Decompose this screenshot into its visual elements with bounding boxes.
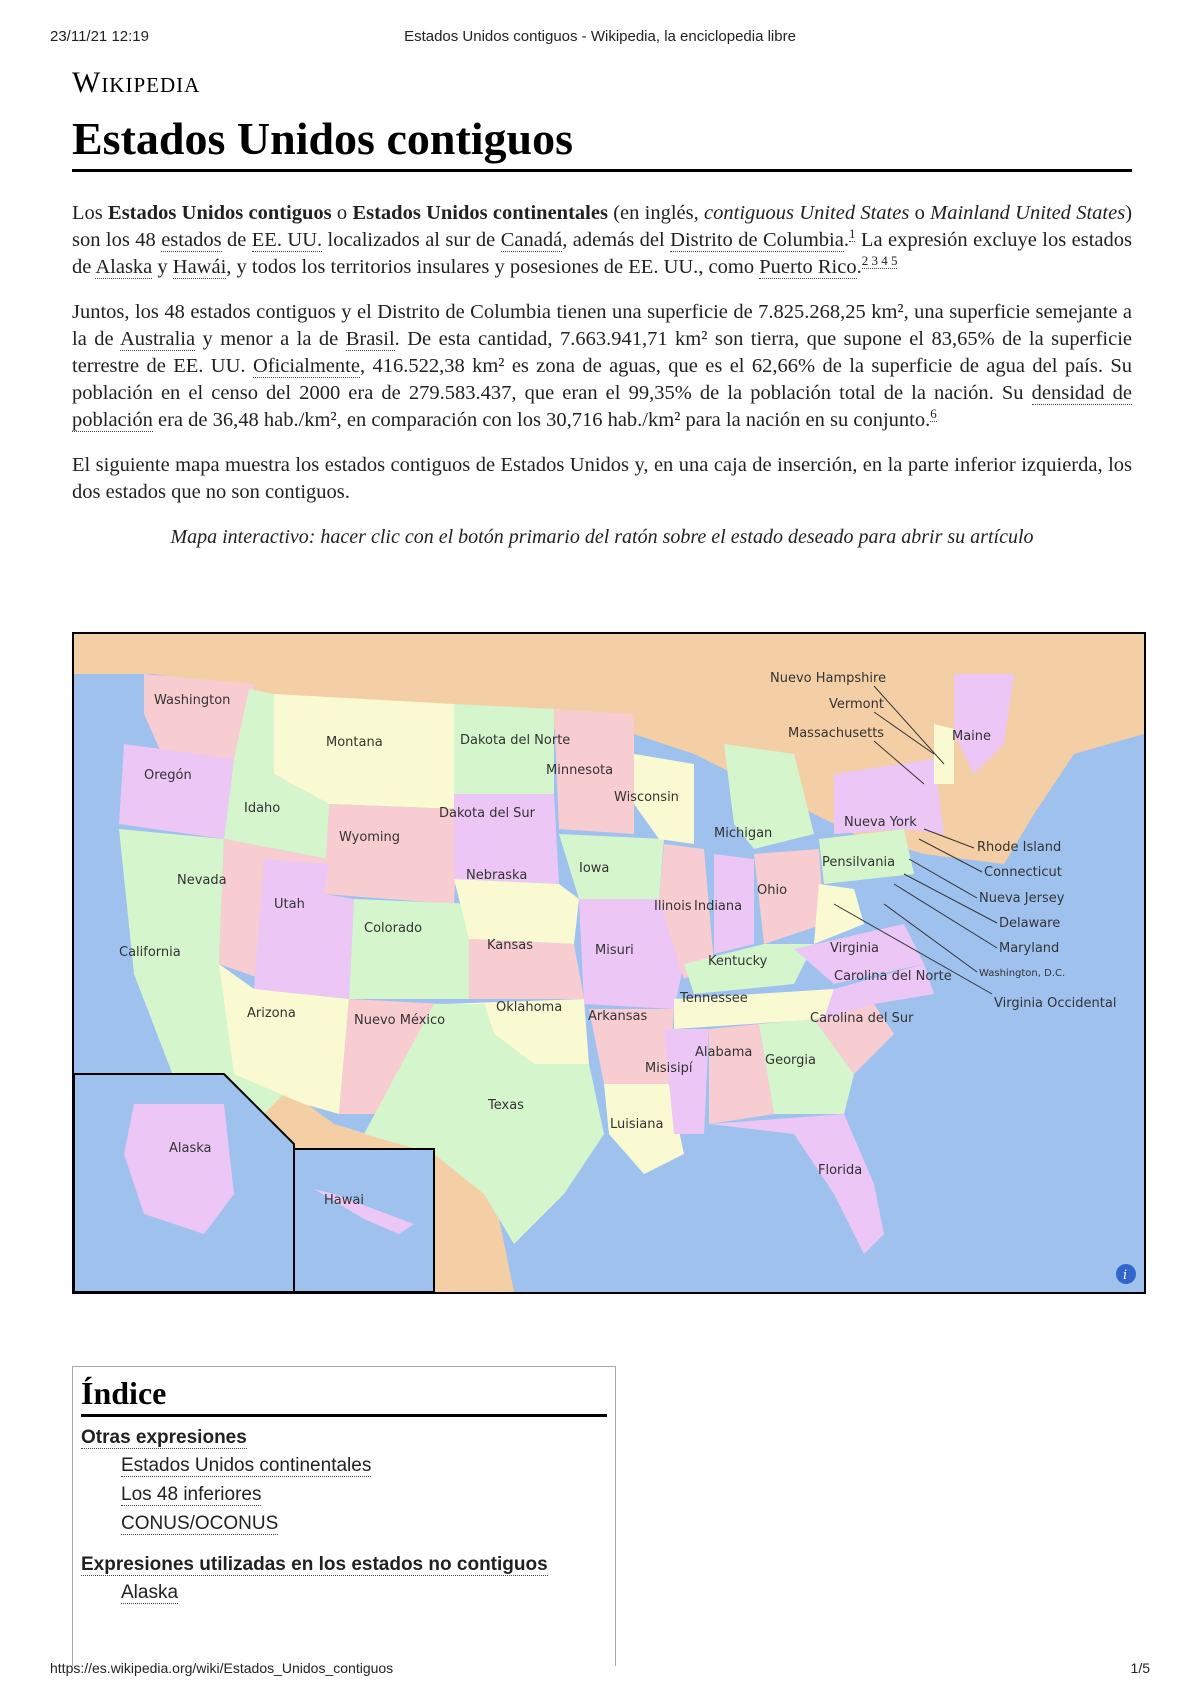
link-puerto-rico[interactable]: Puerto Rico [759,256,857,278]
toc-sub-2-1[interactable]: Alaska [121,1582,179,1603]
wikipedia-logo[interactable] [72,66,200,100]
hawaii-inset [294,1149,434,1292]
label-florida[interactable]: Florida [818,1163,863,1178]
label-luisiana[interactable]: Luisiana [610,1117,664,1132]
map-caption: Mapa interactivo: hacer clic con el botón primario del ratón sobre el estado deseado para abrir su artículo [170,526,1034,548]
label-wisconsin[interactable]: Wisconsin [614,790,679,805]
label-maryland[interactable]: Maryland [999,941,1060,956]
label-utah[interactable]: Utah [274,897,305,912]
label-alabama[interactable]: Alabama [695,1045,753,1060]
label-iowa[interactable]: Iowa [579,861,610,876]
label-carolina-del-norte[interactable]: Carolina del Norte [834,969,952,984]
toc-sub-1-1[interactable]: Estados Unidos continentales [121,1455,372,1476]
print-url: https://es.wikipedia.org/wiki/Estados_Unidos_contiguos [50,1660,394,1676]
label-virginia-occidental[interactable]: Virginia Occidental [994,996,1117,1011]
state-oregon[interactable] [119,744,234,839]
article-body [72,200,1132,551]
print-date: 23/11/21 12:19 [50,28,149,45]
label-minnesota[interactable]: Minnesota [546,763,614,778]
label-indiana[interactable]: Indiana [694,899,743,914]
label-ilinois[interactable]: Ilinois [654,899,692,914]
info-glyph: i [1123,1268,1128,1283]
label-connecticut[interactable]: Connecticut [984,865,1062,880]
label-nuevo-hampshire[interactable]: Nuevo Hampshire [770,671,887,686]
print-title: Estados Unidos contiguos - Wikipedia, la enciclopedia libre [404,28,796,45]
label-nueva-york[interactable]: Nueva York [844,815,917,830]
link-australia[interactable]: Australia [119,328,196,350]
label-maine[interactable]: Maine [952,729,992,744]
label-oregon[interactable]: Oregón [144,768,192,783]
state-nebraska[interactable] [454,879,579,944]
ref-2-5[interactable]: 2 3 4 5 [861,253,898,269]
state-colorado[interactable] [349,899,474,999]
link-oficialmente[interactable]: Oficialmente [252,355,360,377]
label-kentucky[interactable]: Kentucky [708,954,768,969]
label-nevada[interactable]: Nevada [177,873,227,888]
label-hawai[interactable]: Hawai [324,1193,364,1208]
label-dakota-del-norte[interactable]: Dakota del Norte [460,733,571,748]
label-pensilvania[interactable]: Pensilvania [822,855,896,870]
state-vermont-nh[interactable] [934,724,954,784]
label-arkansas[interactable]: Arkansas [588,1009,648,1024]
bold-term: Estados Unidos contiguos [108,202,332,224]
paragraph-superficie: Juntos, los 48 estados contiguos y el Distrito de Columbia tienen una superficie de 7.825.268,25 km², una superficie semejante a la de Australia y menor a la de Brasil. De esta cantidad, 7.663.941,71 km² son tierra, que supone el 83,65% de la superficie terrestre de EE. UU. Oficialmente, 416.522,38 km² es zona de aguas, que es el 62,66% de la superficie de agua del país. Su población en el censo del 2000 era de 279.583.437, que eran el 99,35% de la población total de la nación. Su densidad de población era de 36,48 hab./km², en comparación con los 30,716 hab./km² para la nación en su conjunto.$^6$ [72,301,1132,431]
label-nebraska[interactable]: Nebraska [466,868,528,883]
label-kansas[interactable]: Kansas [487,938,534,953]
label-washington[interactable]: Washington [154,693,231,708]
paragraph-intro: Los Estados Unidos contiguos o Estados Unidos continentales (en inglés, contiguous United States o Mainland United States) son los 48 estados de EE. UU. localizados al sur de Canadá, además del Distrito de Columbia.$^1$ La expresión excluye los estados de Alaska y Hawái, y todos los territorios insulares y posesiones de EE. UU., como Puerto Rico.$^{2 3 4 5}$ [72,202,1133,278]
print-page-number: 1/5 [1130,1660,1150,1676]
label-arizona[interactable]: Arizona [247,1006,296,1021]
label-delaware[interactable]: Delaware [999,916,1061,931]
link-distrito-columbia[interactable]: Distrito de Columbia [670,229,844,251]
label-massachusetts[interactable]: Massachusetts [788,726,885,741]
label-california[interactable]: California [119,945,181,960]
label-alaska[interactable]: Alaska [169,1141,212,1156]
link-densidad[interactable]: densidad de población [72,382,1132,431]
label-dakota-del-sur[interactable]: Dakota del Sur [439,806,536,821]
label-colorado[interactable]: Colorado [364,921,423,936]
label-misisipi[interactable]: Misisipí [645,1061,693,1076]
link-hawai[interactable]: Hawái [172,256,227,278]
link-brasil[interactable]: Brasil [345,328,395,350]
state-dakota-del-norte[interactable] [454,704,554,794]
label-ohio[interactable]: Ohio [757,883,788,898]
toc-sub-1-3[interactable]: CONUS/OCONUS [121,1513,279,1534]
toc-title: Índice [81,1375,607,1417]
label-tennessee[interactable]: Tennessee [680,991,748,1006]
label-nuevo-mexico[interactable]: Nuevo México [354,1013,446,1028]
bold-term: Estados Unidos continentales [352,202,608,224]
label-virginia[interactable]: Virginia [830,941,880,956]
table-of-contents [72,1366,616,1666]
label-georgia[interactable]: Georgia [765,1053,816,1068]
paragraph-mapa: El siguiente mapa muestra los estados contiguos de Estados Unidos y, en una caja de inserción, en la parte inferior izquierda, los dos estados que no son contiguos. [72,454,1132,503]
label-carolina-del-sur[interactable]: Carolina del Sur [810,1011,914,1026]
us-map-svg[interactable] [74,634,1144,1292]
label-rhode-island[interactable]: Rhode Island [977,840,1062,855]
toc-section-2[interactable]: Expresiones utilizadas en los estados no contiguos [81,1554,548,1575]
us-map[interactable] [72,632,1146,1294]
ref-1[interactable]: 1 [848,226,856,242]
toc-sub-1-2[interactable]: Los 48 inferiores [121,1484,262,1505]
label-nueva-jersey[interactable]: Nueva Jersey [979,891,1065,906]
label-michigan[interactable]: Michigan [714,826,773,841]
label-vermont[interactable]: Vermont [829,697,884,712]
link-canada[interactable]: Canadá [500,229,563,251]
toc-section-1[interactable]: Otras expresiones [81,1427,247,1448]
logo-text: Wikipedia [72,66,201,99]
state-florida[interactable] [709,1114,884,1254]
state-iowa[interactable] [559,834,664,899]
label-washington-dc[interactable]: Washington, D.C. [979,968,1066,979]
label-oklahoma[interactable]: Oklahoma [496,1000,563,1015]
label-idaho[interactable]: Idaho [244,801,281,816]
ref-6[interactable]: 6 [930,406,937,422]
label-misuri[interactable]: Misuri [595,943,634,958]
link-eeuu[interactable]: EE. UU. [251,229,323,251]
link-estados[interactable]: estados [161,229,222,251]
page-title: Estados Unidos contiguos [72,112,1132,172]
label-texas[interactable]: Texas [488,1098,524,1113]
link-alaska[interactable]: Alaska [95,256,153,278]
label-wyoming[interactable]: Wyoming [339,830,401,845]
label-montana[interactable]: Montana [326,735,383,750]
